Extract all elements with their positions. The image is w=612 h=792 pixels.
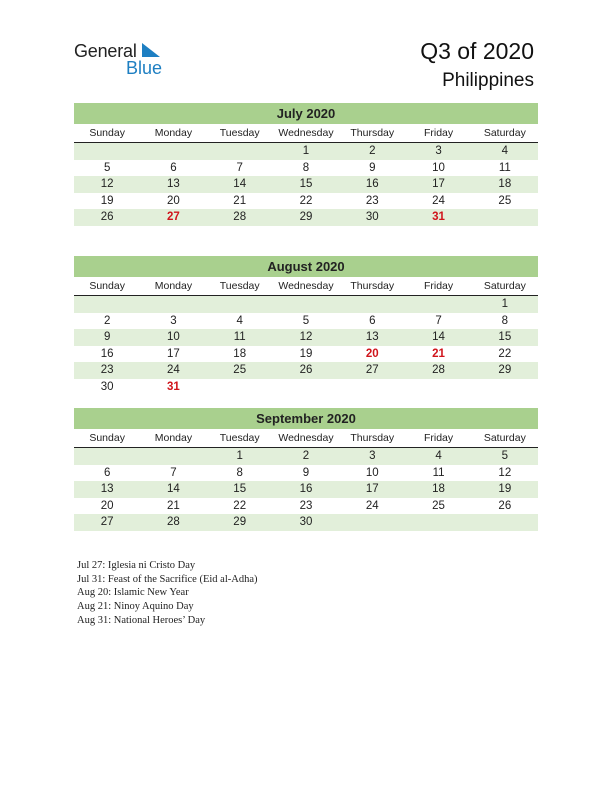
day-cell: 27	[365, 364, 379, 376]
day-cell: 17	[365, 483, 379, 495]
day-cell	[339, 514, 405, 531]
week-row	[74, 514, 538, 531]
day-cell: 27	[100, 516, 114, 528]
logo-word-blue: Blue	[126, 58, 163, 78]
month-calendar-august	[74, 256, 538, 395]
day-cell: 10	[167, 331, 180, 343]
day-cell: 29	[233, 516, 247, 528]
day-cell	[74, 448, 140, 465]
day-cell	[339, 296, 405, 313]
weekday-label: Wednesday	[278, 127, 334, 139]
weekday-label: Friday	[423, 280, 454, 292]
country-subtitle: Philippines	[442, 70, 534, 91]
day-cell: 1	[236, 450, 243, 462]
day-cell: 14	[432, 331, 445, 343]
day-cell: 15	[299, 178, 313, 190]
week-row	[74, 143, 538, 160]
week-row	[74, 176, 538, 193]
day-cell: 9	[302, 466, 310, 479]
day-cell: 19	[299, 347, 313, 360]
week-row	[74, 193, 538, 210]
week-row	[74, 160, 538, 177]
day-cell: 8	[236, 466, 243, 479]
week-row	[74, 346, 538, 363]
day-cell: 19	[498, 483, 512, 495]
day-cell: 1	[302, 145, 310, 157]
day-cell: 7	[236, 161, 243, 174]
weekday-label: Friday	[423, 432, 454, 444]
day-cell: 12	[100, 178, 114, 190]
day-cell: 13	[365, 331, 379, 343]
day-cell	[405, 379, 471, 396]
day-cell: 11	[233, 331, 246, 343]
day-cell	[472, 209, 538, 226]
day-cell	[472, 514, 538, 531]
day-cell: 23	[100, 364, 114, 376]
generalblue-logo	[74, 41, 184, 81]
weekday-label: Sunday	[89, 432, 125, 444]
month-calendar-september	[74, 408, 538, 531]
day-cell: 30	[299, 516, 313, 528]
holiday-notes	[77, 559, 257, 627]
day-cell: 14	[233, 178, 247, 190]
day-cell: 25	[233, 364, 247, 376]
week-row	[74, 498, 538, 515]
day-cell: 21	[167, 499, 180, 512]
weekday-label: Saturday	[483, 432, 526, 444]
holiday-note: Jul 31: Feast of the Sacrifice (Eid al-Adha)	[77, 573, 258, 585]
day-cell: 8	[501, 314, 509, 327]
day-cell: 20	[365, 347, 379, 360]
day-cell: 1	[501, 298, 509, 310]
week-row	[74, 296, 538, 313]
day-cell: 6	[170, 161, 177, 174]
day-cell: 18	[498, 178, 512, 190]
weekday-label: Sunday	[89, 280, 125, 292]
week-row	[74, 362, 538, 379]
week-row	[74, 313, 538, 330]
holiday-note: Jul 27: Iglesia ni Cristo Day	[77, 560, 196, 571]
page-title: Q3 of 2020	[420, 38, 534, 64]
day-cell: 22	[299, 194, 313, 207]
day-cell: 28	[233, 211, 247, 223]
day-cell	[207, 143, 273, 160]
day-cell: 4	[435, 450, 442, 462]
day-cell: 29	[498, 364, 512, 376]
day-cell	[405, 514, 471, 531]
day-cell: 2	[302, 450, 310, 462]
weekday-label: Monday	[154, 127, 193, 139]
day-cell: 28	[167, 516, 180, 528]
day-cell: 18	[432, 483, 445, 495]
day-cell: 23	[299, 499, 313, 512]
week-row	[74, 209, 538, 226]
week-row	[74, 448, 538, 465]
day-cell: 6	[103, 466, 111, 479]
day-cell	[140, 448, 206, 465]
day-cell: 7	[170, 466, 177, 479]
day-cell: 24	[432, 194, 445, 207]
day-cell: 17	[167, 347, 180, 360]
day-cell: 9	[369, 161, 376, 174]
day-cell: 16	[100, 347, 114, 360]
weekday-header-row	[74, 124, 538, 143]
day-cell: 19	[100, 194, 114, 207]
month-calendar-july	[74, 103, 538, 226]
day-cell: 31	[432, 211, 445, 223]
holiday-note: Aug 31: National Heroes’ Day	[77, 614, 206, 626]
weekday-label: Tuesday	[219, 432, 260, 444]
day-cell: 13	[100, 483, 114, 495]
weekday-label: Thursday	[350, 280, 395, 292]
day-cell: 9	[103, 331, 111, 343]
day-cell: 27	[167, 211, 180, 223]
day-cell: 2	[369, 145, 376, 157]
day-cell: 22	[498, 347, 512, 360]
day-cell	[140, 143, 206, 160]
holiday-note: Aug 21: Ninoy Aquino Day	[77, 601, 194, 613]
day-cell: 15	[233, 483, 247, 495]
day-cell: 25	[498, 194, 512, 207]
day-cell: 21	[432, 347, 445, 360]
weekday-label: Friday	[423, 127, 454, 139]
day-cell: 26	[100, 211, 114, 223]
weekday-label: Thursday	[350, 432, 395, 444]
day-cell: 4	[501, 145, 509, 157]
day-cell: 14	[167, 483, 180, 495]
day-cell: 10	[365, 466, 379, 479]
weekday-label: Monday	[154, 280, 193, 292]
day-cell: 11	[432, 466, 445, 479]
day-cell: 26	[498, 499, 512, 512]
weekday-label: Wednesday	[278, 432, 334, 444]
day-cell	[207, 379, 273, 396]
day-cell: 22	[233, 499, 247, 512]
day-cell: 16	[299, 483, 313, 495]
day-cell: 11	[498, 161, 511, 174]
week-row	[74, 481, 538, 498]
day-cell: 7	[435, 314, 442, 327]
day-cell	[339, 379, 405, 396]
week-row	[74, 379, 538, 396]
day-cell: 12	[498, 466, 512, 479]
day-cell: 8	[302, 161, 310, 174]
day-cell: 28	[432, 364, 445, 376]
month-header: August 2020	[74, 256, 538, 277]
day-cell: 3	[369, 450, 376, 462]
day-cell: 24	[365, 499, 379, 512]
day-cell: 24	[167, 364, 180, 376]
day-cell: 18	[233, 347, 247, 360]
logo-word-general: General	[74, 41, 137, 61]
holiday-note: Aug 20: Islamic New Year	[77, 587, 189, 599]
weekday-label: Wednesday	[278, 280, 334, 292]
weekday-header-row	[74, 277, 538, 296]
day-cell: 5	[501, 450, 509, 462]
day-cell: 5	[103, 161, 111, 174]
day-cell: 3	[435, 145, 442, 157]
day-cell: 10	[432, 161, 445, 174]
weekday-header-row	[74, 429, 538, 448]
day-cell	[74, 143, 140, 160]
day-cell: 4	[236, 314, 243, 327]
day-cell: 17	[432, 178, 445, 190]
day-cell: 23	[365, 194, 379, 207]
day-cell: 21	[233, 194, 247, 207]
weekday-label: Saturday	[483, 127, 526, 139]
day-cell: 6	[369, 314, 376, 327]
day-cell: 26	[299, 364, 313, 376]
weekday-label: Tuesday	[219, 127, 260, 139]
day-cell: 16	[365, 178, 379, 190]
month-header: July 2020	[74, 103, 538, 124]
day-cell	[74, 296, 140, 313]
day-cell	[207, 296, 273, 313]
day-cell: 25	[432, 499, 445, 512]
day-cell: 30	[100, 380, 114, 393]
weekday-label: Saturday	[483, 280, 526, 292]
weekday-label: Monday	[154, 432, 193, 444]
day-cell: 12	[299, 331, 313, 343]
weekday-label: Thursday	[350, 127, 395, 139]
day-cell: 13	[167, 178, 180, 190]
day-cell: 20	[100, 499, 114, 512]
day-cell: 2	[103, 314, 111, 327]
day-cell: 15	[498, 331, 512, 343]
week-row	[74, 465, 538, 482]
day-cell	[472, 379, 538, 396]
day-cell: 31	[167, 380, 180, 393]
day-cell	[140, 296, 206, 313]
day-cell: 30	[365, 211, 379, 223]
day-cell: 29	[299, 211, 313, 223]
month-header: September 2020	[74, 408, 538, 429]
weekday-label: Tuesday	[219, 280, 260, 292]
weekday-label: Sunday	[89, 127, 125, 139]
day-cell: 20	[167, 194, 180, 207]
day-cell: 3	[170, 314, 177, 327]
day-cell	[405, 296, 471, 313]
week-row	[74, 329, 538, 346]
logo-triangle-icon	[142, 43, 162, 57]
day-cell: 5	[302, 314, 310, 327]
day-cell	[273, 296, 339, 313]
day-cell	[273, 379, 339, 396]
